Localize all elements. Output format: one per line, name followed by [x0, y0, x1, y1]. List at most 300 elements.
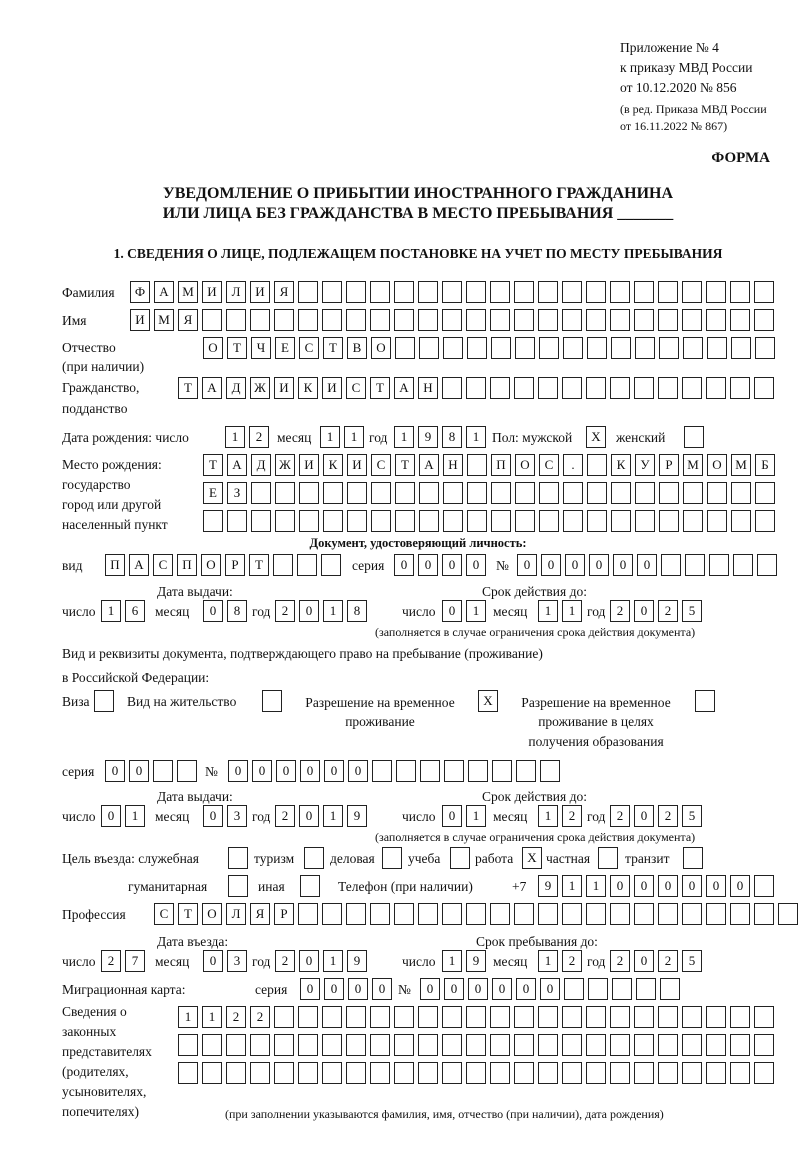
input-cell[interactable] — [418, 903, 438, 925]
input-cell[interactable] — [226, 1062, 246, 1084]
input-cell[interactable]: 0 — [442, 600, 462, 622]
input-cell[interactable] — [299, 510, 319, 532]
input-cell[interactable] — [683, 482, 703, 504]
input-cell[interactable]: 0 — [613, 554, 633, 576]
input-cell[interactable] — [467, 337, 487, 359]
input-cell[interactable] — [587, 337, 607, 359]
input-cell[interactable] — [274, 1034, 294, 1056]
input-cell[interactable] — [419, 482, 439, 504]
input-cell[interactable] — [538, 377, 558, 399]
input-cell[interactable] — [346, 1034, 366, 1056]
input-cell[interactable]: П — [105, 554, 125, 576]
input-cell[interactable] — [634, 1034, 654, 1056]
input-cell[interactable]: 2 — [101, 950, 121, 972]
input-cell[interactable] — [610, 1034, 630, 1056]
input-cell[interactable] — [731, 482, 751, 504]
input-cell[interactable]: 2 — [249, 426, 269, 448]
input-cell[interactable]: 1 — [320, 426, 340, 448]
input-cell[interactable] — [515, 510, 535, 532]
input-cell[interactable] — [706, 1034, 726, 1056]
input-cell[interactable]: 0 — [300, 760, 320, 782]
input-cell[interactable] — [370, 903, 390, 925]
input-cell[interactable]: 2 — [610, 805, 630, 827]
input-cell[interactable] — [275, 482, 295, 504]
input-cell[interactable] — [757, 554, 777, 576]
input-cell[interactable]: 1 — [466, 426, 486, 448]
input-cell[interactable] — [730, 903, 750, 925]
input-cell[interactable]: Т — [227, 337, 247, 359]
input-cell[interactable] — [611, 510, 631, 532]
input-cell[interactable] — [540, 760, 560, 782]
input-cell[interactable] — [587, 454, 607, 476]
input-cell[interactable]: 1 — [101, 600, 121, 622]
input-cell[interactable] — [298, 281, 318, 303]
input-cell[interactable] — [610, 377, 630, 399]
input-cell[interactable] — [274, 1006, 294, 1028]
input-cell[interactable] — [418, 309, 438, 331]
input-cell[interactable] — [754, 1034, 774, 1056]
input-cell[interactable] — [371, 510, 391, 532]
input-cell[interactable]: 1 — [538, 805, 558, 827]
input-cell[interactable]: 0 — [348, 760, 368, 782]
input-cell[interactable] — [634, 281, 654, 303]
input-cell[interactable]: 0 — [228, 760, 248, 782]
input-cell[interactable] — [539, 482, 559, 504]
input-cell[interactable] — [587, 482, 607, 504]
input-cell[interactable]: X — [522, 847, 542, 869]
input-cell[interactable] — [442, 1034, 462, 1056]
input-cell[interactable]: И — [250, 281, 270, 303]
input-cell[interactable] — [707, 337, 727, 359]
input-cell[interactable] — [514, 281, 534, 303]
input-cell[interactable] — [539, 510, 559, 532]
input-cell[interactable] — [226, 309, 246, 331]
input-cell[interactable] — [563, 510, 583, 532]
input-cell[interactable] — [227, 510, 247, 532]
input-cell[interactable] — [755, 510, 775, 532]
input-cell[interactable]: 1 — [323, 805, 343, 827]
input-cell[interactable]: 1 — [562, 600, 582, 622]
input-cell[interactable] — [538, 1034, 558, 1056]
input-cell[interactable] — [658, 903, 678, 925]
input-cell[interactable] — [755, 337, 775, 359]
input-cell[interactable] — [731, 510, 751, 532]
input-cell[interactable]: 1 — [466, 805, 486, 827]
input-cell[interactable]: О — [371, 337, 391, 359]
input-cell[interactable] — [538, 1062, 558, 1084]
input-cell[interactable] — [563, 337, 583, 359]
input-cell[interactable] — [394, 281, 414, 303]
input-cell[interactable]: Т — [203, 454, 223, 476]
input-cell[interactable] — [372, 760, 392, 782]
input-cell[interactable] — [442, 903, 462, 925]
input-cell[interactable]: Ж — [275, 454, 295, 476]
input-cell[interactable] — [450, 847, 470, 869]
input-cell[interactable] — [346, 903, 366, 925]
input-cell[interactable] — [538, 309, 558, 331]
input-cell[interactable]: 0 — [466, 554, 486, 576]
input-cell[interactable] — [515, 337, 535, 359]
input-cell[interactable]: И — [130, 309, 150, 331]
input-cell[interactable] — [442, 1006, 462, 1028]
input-cell[interactable]: О — [707, 454, 727, 476]
input-cell[interactable] — [538, 1006, 558, 1028]
input-cell[interactable]: Н — [443, 454, 463, 476]
input-cell[interactable] — [683, 337, 703, 359]
input-cell[interactable] — [610, 281, 630, 303]
input-cell[interactable] — [491, 482, 511, 504]
input-cell[interactable] — [730, 1006, 750, 1028]
input-cell[interactable] — [539, 337, 559, 359]
input-cell[interactable]: Ф — [130, 281, 150, 303]
input-cell[interactable] — [707, 510, 727, 532]
input-cell[interactable]: 1 — [586, 875, 606, 897]
input-cell[interactable]: X — [586, 426, 606, 448]
input-cell[interactable]: 8 — [347, 600, 367, 622]
input-cell[interactable]: К — [298, 377, 318, 399]
input-cell[interactable]: 1 — [466, 600, 486, 622]
input-cell[interactable] — [370, 281, 390, 303]
input-cell[interactable]: 1 — [344, 426, 364, 448]
input-cell[interactable]: П — [491, 454, 511, 476]
input-cell[interactable] — [706, 309, 726, 331]
input-cell[interactable] — [202, 309, 222, 331]
input-cell[interactable] — [468, 760, 488, 782]
input-cell[interactable] — [659, 482, 679, 504]
input-cell[interactable]: 0 — [565, 554, 585, 576]
input-cell[interactable] — [754, 1062, 774, 1084]
input-cell[interactable]: 0 — [418, 554, 438, 576]
input-cell[interactable]: А — [154, 281, 174, 303]
input-cell[interactable]: Т — [178, 377, 198, 399]
input-cell[interactable]: 0 — [324, 978, 344, 1000]
input-cell[interactable] — [658, 281, 678, 303]
input-cell[interactable] — [396, 760, 416, 782]
input-cell[interactable] — [661, 554, 681, 576]
input-cell[interactable]: Я — [274, 281, 294, 303]
input-cell[interactable] — [298, 903, 318, 925]
input-cell[interactable]: Р — [659, 454, 679, 476]
input-cell[interactable] — [610, 309, 630, 331]
input-cell[interactable] — [467, 482, 487, 504]
input-cell[interactable] — [370, 1034, 390, 1056]
input-cell[interactable]: Б — [755, 454, 775, 476]
input-cell[interactable] — [610, 1062, 630, 1084]
input-cell[interactable] — [466, 1062, 486, 1084]
input-cell[interactable] — [490, 1006, 510, 1028]
input-cell[interactable]: 2 — [562, 805, 582, 827]
input-cell[interactable]: 0 — [706, 875, 726, 897]
input-cell[interactable]: Н — [418, 377, 438, 399]
input-cell[interactable] — [442, 377, 462, 399]
input-cell[interactable] — [514, 1062, 534, 1084]
input-cell[interactable] — [94, 690, 114, 712]
input-cell[interactable]: 0 — [299, 600, 319, 622]
input-cell[interactable]: 1 — [394, 426, 414, 448]
input-cell[interactable] — [634, 1062, 654, 1084]
input-cell[interactable] — [695, 690, 715, 712]
input-cell[interactable] — [418, 1034, 438, 1056]
input-cell[interactable]: 0 — [300, 978, 320, 1000]
input-cell[interactable]: А — [419, 454, 439, 476]
input-cell[interactable] — [635, 337, 655, 359]
input-cell[interactable]: 1 — [538, 600, 558, 622]
input-cell[interactable]: М — [178, 281, 198, 303]
input-cell[interactable]: 0 — [492, 978, 512, 1000]
input-cell[interactable]: Т — [249, 554, 269, 576]
input-cell[interactable] — [492, 760, 512, 782]
input-cell[interactable]: С — [154, 903, 174, 925]
input-cell[interactable] — [382, 847, 402, 869]
input-cell[interactable] — [683, 847, 703, 869]
input-cell[interactable]: Т — [395, 454, 415, 476]
input-cell[interactable] — [684, 426, 704, 448]
input-cell[interactable] — [202, 1034, 222, 1056]
input-cell[interactable]: 0 — [442, 554, 462, 576]
input-cell[interactable] — [466, 309, 486, 331]
input-cell[interactable] — [228, 875, 248, 897]
input-cell[interactable]: 8 — [227, 600, 247, 622]
input-cell[interactable] — [682, 903, 702, 925]
input-cell[interactable]: 0 — [634, 805, 654, 827]
input-cell[interactable]: С — [346, 377, 366, 399]
input-cell[interactable] — [262, 690, 282, 712]
input-cell[interactable] — [395, 510, 415, 532]
input-cell[interactable]: 0 — [637, 554, 657, 576]
input-cell[interactable]: 0 — [682, 875, 702, 897]
input-cell[interactable] — [562, 903, 582, 925]
input-cell[interactable]: 9 — [347, 950, 367, 972]
input-cell[interactable] — [297, 554, 317, 576]
input-cell[interactable] — [707, 482, 727, 504]
input-cell[interactable] — [395, 482, 415, 504]
input-cell[interactable]: 7 — [125, 950, 145, 972]
input-cell[interactable] — [251, 510, 271, 532]
input-cell[interactable] — [682, 281, 702, 303]
input-cell[interactable] — [466, 1006, 486, 1028]
input-cell[interactable]: 0 — [203, 600, 223, 622]
input-cell[interactable]: 0 — [541, 554, 561, 576]
input-cell[interactable] — [733, 554, 753, 576]
input-cell[interactable] — [202, 1062, 222, 1084]
input-cell[interactable] — [730, 309, 750, 331]
input-cell[interactable] — [466, 377, 486, 399]
input-cell[interactable] — [466, 903, 486, 925]
input-cell[interactable] — [298, 1034, 318, 1056]
input-cell[interactable] — [706, 377, 726, 399]
input-cell[interactable]: 2 — [610, 950, 630, 972]
input-cell[interactable]: 1 — [538, 950, 558, 972]
input-cell[interactable]: 0 — [252, 760, 272, 782]
input-cell[interactable]: А — [202, 377, 222, 399]
input-cell[interactable]: В — [347, 337, 367, 359]
input-cell[interactable]: Е — [203, 482, 223, 504]
input-cell[interactable]: 0 — [634, 950, 654, 972]
input-cell[interactable]: 2 — [658, 600, 678, 622]
input-cell[interactable]: Т — [323, 337, 343, 359]
input-cell[interactable] — [346, 309, 366, 331]
input-cell[interactable] — [419, 510, 439, 532]
input-cell[interactable]: З — [227, 482, 247, 504]
input-cell[interactable] — [754, 377, 774, 399]
input-cell[interactable] — [226, 1034, 246, 1056]
input-cell[interactable] — [178, 1034, 198, 1056]
input-cell[interactable] — [685, 554, 705, 576]
input-cell[interactable] — [443, 337, 463, 359]
input-cell[interactable] — [634, 903, 654, 925]
input-cell[interactable] — [490, 903, 510, 925]
input-cell[interactable] — [514, 1006, 534, 1028]
input-cell[interactable] — [634, 309, 654, 331]
input-cell[interactable]: П — [177, 554, 197, 576]
input-cell[interactable] — [730, 377, 750, 399]
input-cell[interactable]: 0 — [394, 554, 414, 576]
input-cell[interactable] — [418, 1006, 438, 1028]
input-cell[interactable] — [516, 760, 536, 782]
input-cell[interactable]: . — [563, 454, 583, 476]
input-cell[interactable] — [491, 337, 511, 359]
input-cell[interactable] — [586, 1034, 606, 1056]
input-cell[interactable] — [658, 377, 678, 399]
input-cell[interactable]: У — [635, 454, 655, 476]
input-cell[interactable] — [394, 309, 414, 331]
input-cell[interactable]: 2 — [275, 600, 295, 622]
input-cell[interactable] — [466, 281, 486, 303]
input-cell[interactable]: Л — [226, 903, 246, 925]
input-cell[interactable] — [346, 1062, 366, 1084]
input-cell[interactable] — [588, 978, 608, 1000]
input-cell[interactable] — [514, 1034, 534, 1056]
input-cell[interactable] — [611, 337, 631, 359]
input-cell[interactable] — [586, 1006, 606, 1028]
input-cell[interactable]: 0 — [101, 805, 121, 827]
input-cell[interactable] — [322, 309, 342, 331]
input-cell[interactable]: 0 — [634, 600, 654, 622]
input-cell[interactable]: С — [153, 554, 173, 576]
input-cell[interactable]: 9 — [418, 426, 438, 448]
input-cell[interactable]: 2 — [562, 950, 582, 972]
input-cell[interactable] — [658, 1062, 678, 1084]
input-cell[interactable] — [515, 482, 535, 504]
input-cell[interactable] — [490, 1062, 510, 1084]
input-cell[interactable] — [778, 903, 798, 925]
input-cell[interactable] — [298, 1006, 318, 1028]
input-cell[interactable] — [659, 337, 679, 359]
input-cell[interactable]: М — [154, 309, 174, 331]
input-cell[interactable] — [322, 1034, 342, 1056]
input-cell[interactable] — [682, 1006, 702, 1028]
input-cell[interactable] — [274, 309, 294, 331]
input-cell[interactable]: 1 — [225, 426, 245, 448]
input-cell[interactable] — [394, 1062, 414, 1084]
input-cell[interactable]: 0 — [589, 554, 609, 576]
input-cell[interactable] — [586, 903, 606, 925]
input-cell[interactable]: 3 — [227, 950, 247, 972]
input-cell[interactable]: 1 — [178, 1006, 198, 1028]
input-cell[interactable] — [709, 554, 729, 576]
input-cell[interactable] — [755, 482, 775, 504]
input-cell[interactable]: 0 — [444, 978, 464, 1000]
input-cell[interactable] — [467, 454, 487, 476]
input-cell[interactable]: 6 — [125, 600, 145, 622]
input-cell[interactable] — [442, 1062, 462, 1084]
input-cell[interactable] — [635, 482, 655, 504]
input-cell[interactable]: Ж — [250, 377, 270, 399]
input-cell[interactable] — [635, 510, 655, 532]
input-cell[interactable]: 0 — [516, 978, 536, 1000]
input-cell[interactable]: 0 — [299, 805, 319, 827]
input-cell[interactable] — [491, 510, 511, 532]
input-cell[interactable] — [251, 482, 271, 504]
input-cell[interactable]: 0 — [203, 805, 223, 827]
input-cell[interactable] — [347, 510, 367, 532]
input-cell[interactable] — [443, 482, 463, 504]
input-cell[interactable] — [442, 309, 462, 331]
input-cell[interactable]: И — [347, 454, 367, 476]
input-cell[interactable] — [730, 1062, 750, 1084]
input-cell[interactable]: 0 — [658, 875, 678, 897]
input-cell[interactable]: 1 — [442, 950, 462, 972]
input-cell[interactable] — [563, 482, 583, 504]
input-cell[interactable] — [634, 1006, 654, 1028]
input-cell[interactable] — [586, 281, 606, 303]
input-cell[interactable]: 0 — [634, 875, 654, 897]
input-cell[interactable] — [587, 510, 607, 532]
input-cell[interactable] — [370, 309, 390, 331]
input-cell[interactable]: Я — [250, 903, 270, 925]
input-cell[interactable] — [442, 281, 462, 303]
input-cell[interactable]: Е — [275, 337, 295, 359]
input-cell[interactable] — [490, 309, 510, 331]
input-cell[interactable]: 0 — [324, 760, 344, 782]
input-cell[interactable] — [754, 875, 774, 897]
input-cell[interactable] — [153, 760, 173, 782]
input-cell[interactable] — [250, 309, 270, 331]
input-cell[interactable]: С — [299, 337, 319, 359]
input-cell[interactable]: 0 — [276, 760, 296, 782]
input-cell[interactable]: 1 — [125, 805, 145, 827]
input-cell[interactable] — [562, 377, 582, 399]
input-cell[interactable] — [273, 554, 293, 576]
input-cell[interactable] — [322, 281, 342, 303]
input-cell[interactable]: А — [129, 554, 149, 576]
input-cell[interactable] — [564, 978, 584, 1000]
input-cell[interactable]: Р — [225, 554, 245, 576]
input-cell[interactable]: 5 — [682, 600, 702, 622]
input-cell[interactable] — [658, 1034, 678, 1056]
input-cell[interactable] — [658, 309, 678, 331]
input-cell[interactable] — [394, 1034, 414, 1056]
input-cell[interactable]: 2 — [275, 950, 295, 972]
input-cell[interactable]: О — [202, 903, 222, 925]
input-cell[interactable]: 1 — [323, 600, 343, 622]
input-cell[interactable] — [586, 1062, 606, 1084]
input-cell[interactable] — [322, 1006, 342, 1028]
input-cell[interactable] — [682, 1062, 702, 1084]
input-cell[interactable] — [562, 1034, 582, 1056]
input-cell[interactable]: О — [201, 554, 221, 576]
input-cell[interactable]: 0 — [610, 875, 630, 897]
input-cell[interactable] — [562, 309, 582, 331]
input-cell[interactable]: А — [227, 454, 247, 476]
input-cell[interactable] — [562, 1006, 582, 1028]
input-cell[interactable] — [659, 510, 679, 532]
input-cell[interactable] — [443, 510, 463, 532]
input-cell[interactable]: С — [371, 454, 391, 476]
input-cell[interactable]: 0 — [420, 978, 440, 1000]
input-cell[interactable] — [660, 978, 680, 1000]
input-cell[interactable]: К — [323, 454, 343, 476]
